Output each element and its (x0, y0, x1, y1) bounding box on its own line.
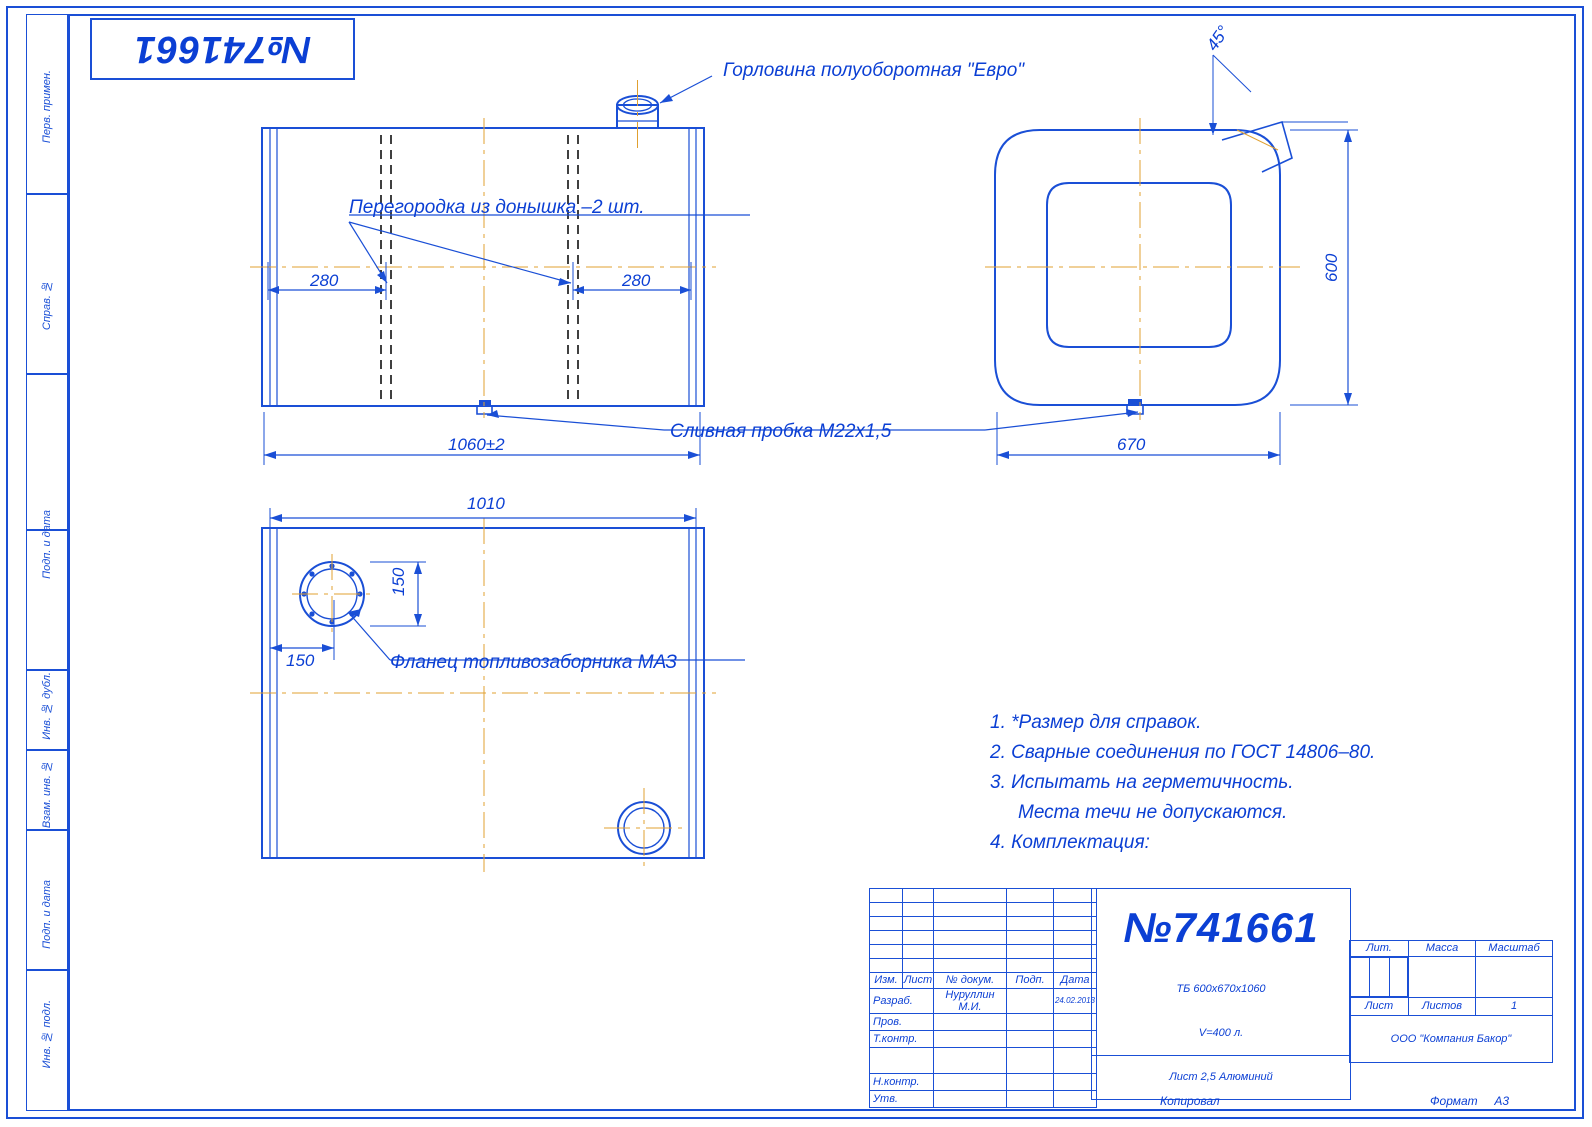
stamp-role-razrab: Разраб. (870, 989, 934, 1014)
stamp-sign-nkontr (1007, 1074, 1054, 1091)
stamp-sheets-value: 1 (1476, 998, 1553, 1016)
format-word: Формат (1430, 1094, 1478, 1108)
stamp-title-line2: V=400 л. (1092, 1011, 1351, 1056)
stamp-sign-prov (1007, 1014, 1054, 1031)
note-3b: Места течи не допускаются. (1018, 802, 1288, 823)
stamp-lit-label: Лит. (1350, 941, 1409, 957)
stamp-lit-value (1350, 957, 1409, 998)
stamp-name-tkontr (934, 1031, 1007, 1048)
stamp-title-area (1091, 888, 1351, 1100)
stamp-date-razrab: 24.02.2013 (1054, 989, 1097, 1014)
format-value: А3 (1494, 1094, 1510, 1108)
stamp-sign-tkontr (1007, 1031, 1054, 1048)
stamp-drawing-number: №741661 (1123, 903, 1319, 951)
stamp-col-podp: Подп. (1007, 973, 1054, 989)
stamp-col-doc: № докум. (934, 973, 1007, 989)
stamp-scale-label: Масштаб (1476, 941, 1553, 957)
stamp-mass-label: Масса (1409, 941, 1476, 957)
stamp-sign-razrab (1007, 989, 1054, 1014)
side-label-perv-primen: Перв. примен. (41, 70, 53, 144)
dim-flange-offset-x: 150 (286, 651, 315, 670)
stamp-sign-utv (1007, 1091, 1054, 1108)
stamp-right-block (1349, 940, 1553, 1063)
dim-side-width: 670 (1117, 435, 1146, 454)
stamp-mass-value (1409, 957, 1476, 998)
stamp-scale-value (1476, 957, 1553, 998)
dim-flange-offset-y: 150 (389, 567, 408, 596)
stamp-role-utv: Утв. (870, 1091, 934, 1108)
side-label-inv-podl: Инв. № подл. (41, 1000, 53, 1069)
stamp-material: Лист 2,5 Алюминий (1092, 1056, 1351, 1100)
callout-filler-neck: Горловина полуоборотная "Евро" (723, 60, 1025, 81)
side-label-podp-data-2: Подп. и дата (41, 880, 53, 949)
note-3: 3. Испытать на герметичность. (990, 772, 1294, 793)
note-1: 1. *Размер для справок. (990, 712, 1202, 733)
side-label-sprav: Справ. № (41, 280, 53, 331)
stamp-title-line1: ТБ 600х670х1060 (1092, 967, 1351, 1011)
dim-front-length: 1060±2 (448, 435, 505, 454)
stamp-sheets-label: Листов (1409, 998, 1476, 1016)
stamp-name-nkontr (934, 1074, 1007, 1091)
stamp-sheet-label: Лист (1350, 998, 1409, 1016)
stamp-role-tkontr: Т.контр. (870, 1031, 934, 1048)
stamp-revision-grid (869, 888, 1097, 1108)
stamp-col-list: Лист (903, 973, 934, 989)
dim-front-right-280: 280 (622, 271, 651, 290)
dim-chamfer-angle: 45° (1202, 22, 1234, 55)
format-label (1430, 1094, 1509, 1108)
stamp-name-razrab: Нуруллин М.И. (934, 989, 1007, 1014)
technical-notes (990, 708, 1550, 858)
callout-drain-plug: Сливная пробка М22х1,5 (670, 421, 892, 442)
stamp-role-nkontr: Н.контр. (870, 1074, 934, 1091)
stamp-name-utv (934, 1091, 1007, 1108)
stamp-col-izm: Изм. (870, 973, 903, 989)
dim-top-length: 1010 (467, 494, 505, 513)
side-label-vzam-inv: Взам. инв. № (41, 760, 53, 829)
note-4: 4. Комплектация: (990, 832, 1150, 853)
callout-baffle: Перегородка из донышка –2 шт. (349, 197, 645, 218)
stamp-name-prov (934, 1014, 1007, 1031)
stamp-company: ООО "Компания Бакор" (1350, 1016, 1553, 1063)
stamp-role-prov: Пров. (870, 1014, 934, 1031)
drawing-number-top: №741661 (133, 28, 312, 71)
side-label-podp-data-1: Подп. и дата (41, 510, 53, 579)
callout-flange: Фланец топливозаборника МАЗ (390, 652, 678, 673)
dim-front-left-280: 280 (310, 271, 339, 290)
copied-label: Копировал (1160, 1094, 1220, 1108)
dim-side-height: 600 (1322, 253, 1341, 282)
side-label-inv-dubl: Инв. № дубл. (41, 672, 53, 740)
note-2: 2. Сварные соединения по ГОСТ 14806–80. (990, 742, 1376, 763)
stamp-col-data: Дата (1054, 973, 1097, 989)
